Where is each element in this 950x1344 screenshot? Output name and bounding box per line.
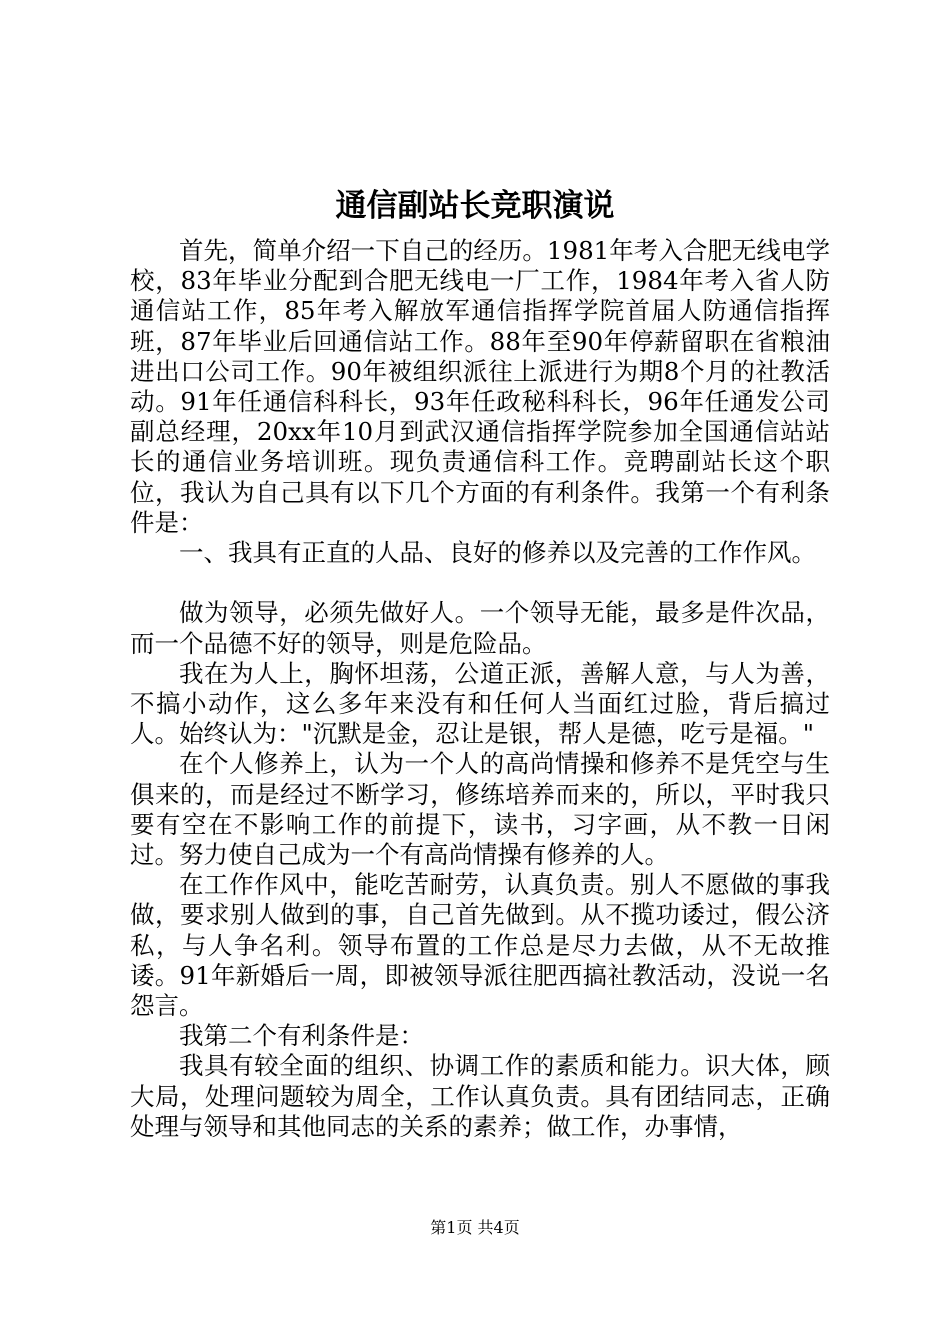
document-body [130, 236, 830, 1142]
page-footer: 第1页 共4页 [430, 1218, 520, 1237]
paragraph-work-style: 在工作作风中，能吃苦耐劳，认真负责。别人不愿做的事我做，要求别人做到的事，自己首先做到。从不揽功诿过，假公济私，与人争名利。领导布置的工作总是尽力去做，从不无故推诿。91年新婚后一周，即被领导派往肥西搞社教活动，没说一名怨言。 [130, 870, 830, 1021]
paragraph-leadership: 做为领导，必须先做好人。一个领导无能，最多是件次品，而一个品德不好的领导，则是危险品。 [130, 598, 830, 658]
paragraph-second-condition: 我第二个有利条件是： [179, 1021, 424, 1051]
document-title: 通信副站长竞职演说 [335, 188, 615, 224]
paragraph-abilities: 我具有较全面的组织、协调工作的素质和能力。识大体，顾大局，处理问题较为周全，工作认真负责。具有团结同志，正确处理与领导和其他同志的关系的素养；做工作，办事情， [130, 1051, 830, 1141]
paragraph-intro: 首先，简单介绍一下自己的经历。1981年考入合肥无线电学校，83年毕业分配到合肥无线电一厂工作，1984年考入省人防通信站工作，85年考入解放军通信指挥学院首届人防通信指挥班，87年毕业后回通信站工作。88年至90年停薪留职在省粮油进出口公司工作。90年被组织派往上派进行为期8个月的社教活动。91年任通信科科长，93年任政秘科科长，96年任通发公司副总经理，20xx年10月到武汉通信指挥学院参加全国通信站站长的通信业务培训班。现负责通信科工作。竞聘副站长这个职位，我认为自己具有以下几个方面的有利条件。我第一个有利条件是： [130, 236, 830, 537]
paragraph-heading-one: 一、我具有正直的人品、良好的修养以及完善的工作作风。 [179, 538, 816, 568]
paragraph-conduct: 我在为人上，胸怀坦荡，公道正派，善解人意，与人为善，不搞小动作，这么多年来没有和任何人当面红过脸，背后搞过人。始终认为："沉默是金，忍让是银，帮人是德，吃亏是福。" [130, 658, 830, 749]
paragraph-self-cultivation: 在个人修养上，认为一个人的高尚情操和修养不是凭空与生俱来的，而是经过不断学习，修练培养而来的，所以，平时我只要有空在不影响工作的前提下，读书，习字画，从不教一日闲过。努力使自己成为一个有高尚情操有修养的人。 [130, 749, 830, 870]
